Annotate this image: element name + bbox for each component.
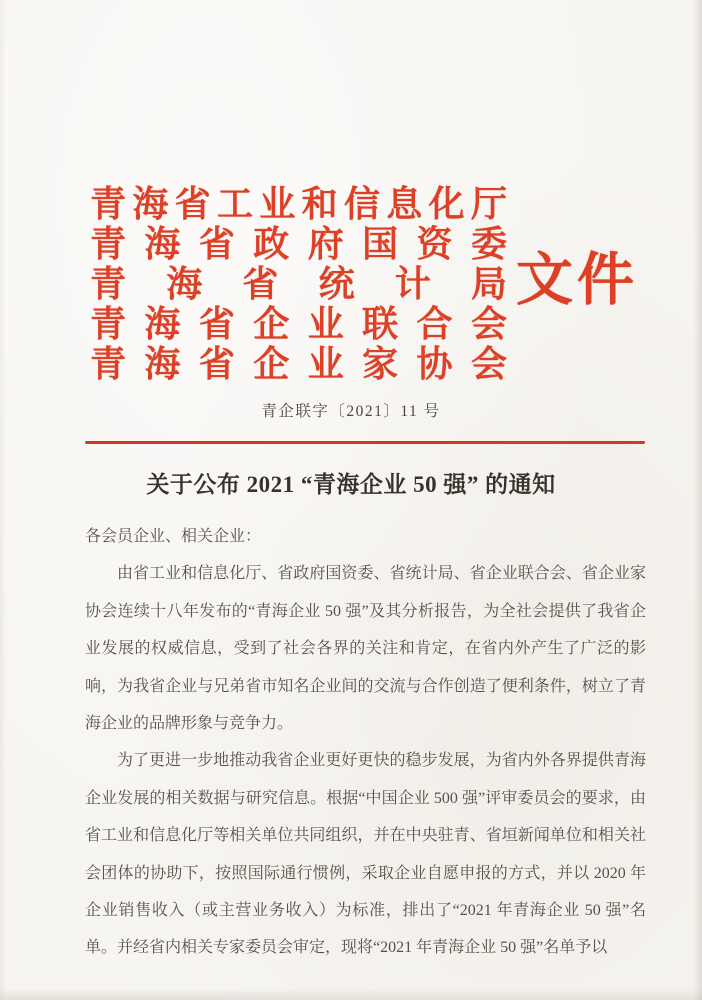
letterhead-org-sasac: 青 海 省 政 府 国 资 委	[90, 224, 507, 264]
salutation-line: 各会员企业、相关企业：	[85, 528, 262, 545]
letterhead-org-statistics: 青 海 省 统 计 局	[90, 264, 507, 304]
letterhead-org-industry-it: 青 海 省 工 业 和 信 息 化 厅	[90, 184, 507, 224]
body-paragraph-1: 由省工业和信息化厅、省政府国资委、省统计局、省企业联合会、省企业家协会连续十八年发布的“青海企业 50 强”及其分析报告，为全社会提供了我省企业发展的权威信息，受到了社会各界的关注和肯定，在省内外产生了广泛的影响，为我省企业与兄弟省市知名企业间的交流与合作创造了便利条件，树立了青海企业的品牌形象与竞争力。	[85, 565, 646, 733]
letterhead-divider-rule	[85, 441, 645, 444]
document-body	[85, 518, 646, 967]
letterhead-block	[90, 184, 507, 384]
letterhead-org-entrepreneurs-association: 青 海 省 企 业 家 协 会	[90, 344, 507, 384]
document-title: 关于公布 2021 “青海企业 50 强” 的通知	[146, 472, 556, 497]
body-paragraph-2: 为了更进一步地推动我省企业更好更快的稳步发展，为省内外各界提供青海企业发展的相关数据与研究信息。根据“中国企业 500 强”评审委员会的要求，由省工业和信息化厅等相关单位共同组织，并在中央驻青、省垣新闻单位和相关社会团体的协助下，按照国际通行惯例，采取企业自愿申报的方式，并以 2020 年企业销售收入（或主营业务收入）为标准，排出了“2021 年青海企业 50 强”名单。并经省内相关专家委员会审定，现将“2021 年青海企业 50 强”名单予以	[85, 752, 646, 957]
letterhead-org-enterprise-confederation: 青 海 省 企 业 联 合 会	[90, 304, 507, 344]
document-reference-number: 青企联字〔2021〕11 号	[261, 403, 441, 420]
letterhead-doc-type-label: 文件	[516, 249, 638, 312]
